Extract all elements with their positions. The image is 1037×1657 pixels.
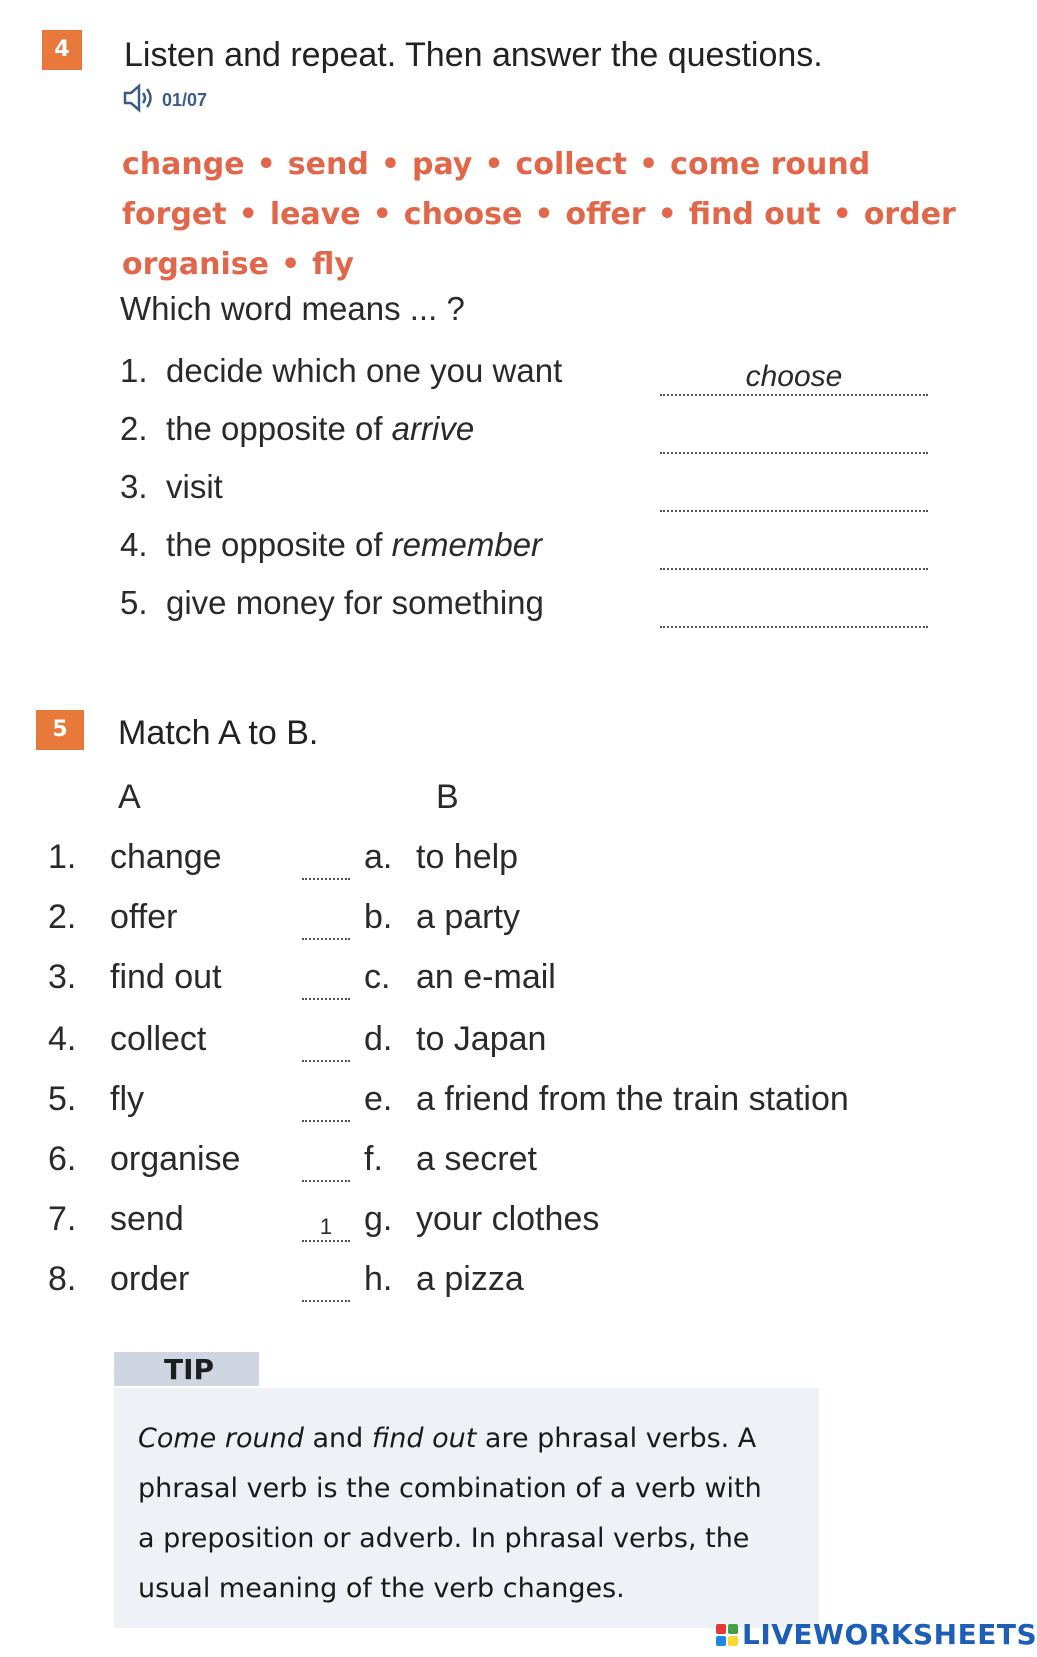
- column-a-word: organise: [110, 1140, 241, 1178]
- word-separator: •: [238, 197, 258, 232]
- exercise-4-number: 4: [42, 30, 82, 70]
- question-number: 3.: [120, 468, 148, 505]
- exercise-4-title: Listen and repeat. Then answer the questions.: [124, 36, 823, 74]
- match-answer-field-3[interactable]: [302, 972, 350, 1000]
- tip-text: and: [303, 1423, 372, 1454]
- tip-label: TIP: [114, 1352, 259, 1386]
- question-4: [120, 526, 930, 576]
- match-answer-field-4[interactable]: [302, 1034, 350, 1062]
- question-5: [120, 584, 930, 634]
- column-b-letter: b.: [364, 898, 393, 936]
- word-separator: •: [280, 247, 301, 282]
- question-text: the opposite of: [166, 410, 392, 447]
- liveworksheets-logo[interactable]: [716, 1618, 1037, 1651]
- row-number: 8.: [48, 1260, 77, 1298]
- row-number: 6.: [48, 1140, 77, 1178]
- column-a-header: A: [118, 778, 141, 816]
- question-2: [120, 410, 930, 460]
- word-separator: •: [534, 197, 554, 232]
- word-separator: •: [638, 147, 659, 182]
- question-text: visit: [166, 468, 223, 505]
- row-number: 4.: [48, 1020, 77, 1058]
- tip-line-4: usual meaning of the verb changes.: [138, 1573, 625, 1604]
- word-list-line: [122, 190, 956, 240]
- match-row-4: [48, 1020, 948, 1070]
- tip-emphasis: find out: [371, 1423, 477, 1454]
- column-a-word: change: [110, 838, 222, 876]
- answer-field-1[interactable]: choose: [660, 362, 928, 396]
- word-separator: •: [256, 147, 276, 182]
- column-b-header: B: [436, 778, 459, 816]
- question-emphasis: remember: [391, 526, 543, 563]
- column-b-phrase: a party: [416, 898, 520, 936]
- column-a-word: offer: [110, 898, 178, 936]
- answer-field-2[interactable]: [660, 420, 928, 454]
- match-row-6: [48, 1140, 948, 1190]
- word-list: [122, 140, 956, 290]
- match-row-5: [48, 1080, 948, 1130]
- word-list-item: forget: [122, 197, 227, 232]
- tip-box: [114, 1388, 819, 1628]
- column-b-phrase: to Japan: [416, 1020, 547, 1058]
- column-b-letter: h.: [364, 1260, 393, 1298]
- audio-track[interactable]: [122, 82, 207, 119]
- exercise-5-title: Match A to B.: [118, 714, 319, 752]
- match-answer-field-7[interactable]: 1: [302, 1214, 350, 1242]
- match-row-7: [48, 1200, 948, 1250]
- tip-emphasis: Come round: [138, 1423, 304, 1454]
- word-list-item: choose: [403, 197, 523, 232]
- question-number: 5.: [120, 584, 148, 621]
- match-row-8: [48, 1260, 948, 1310]
- column-b-letter: a.: [364, 838, 393, 876]
- column-a-word: order: [110, 1260, 190, 1298]
- tip-line-1: [138, 1414, 799, 1464]
- exercise-4-prompt: Which word means ... ?: [120, 290, 465, 327]
- audio-track-code: 01/07: [162, 90, 208, 110]
- question-text: the opposite of: [166, 526, 392, 563]
- word-list-item: find out: [688, 197, 821, 232]
- column-b-letter: f.: [364, 1140, 383, 1178]
- question-number: 1.: [120, 352, 148, 389]
- speaker-icon[interactable]: [122, 82, 158, 119]
- word-list-item: change: [122, 147, 245, 182]
- match-answer-field-5[interactable]: [302, 1094, 350, 1122]
- column-a-word: collect: [110, 1020, 207, 1058]
- column-b-phrase: an e-mail: [416, 958, 556, 996]
- question-number: 4.: [120, 526, 148, 563]
- match-row-2: [48, 898, 948, 948]
- answer-field-3[interactable]: [660, 478, 928, 512]
- exercise-5-number: 5: [36, 710, 84, 750]
- match-row-1: [48, 838, 948, 888]
- row-number: 5.: [48, 1080, 77, 1118]
- word-separator: •: [832, 197, 852, 232]
- word-list-item: pay: [412, 147, 473, 182]
- match-answer-field-1[interactable]: [302, 852, 350, 880]
- word-list-item: offer: [565, 197, 646, 232]
- tip-line-2: phrasal verb is the combination of a verb with: [138, 1473, 762, 1504]
- row-number: 2.: [48, 898, 77, 936]
- answer-field-4[interactable]: [660, 536, 928, 570]
- tip-text: are phrasal verbs. A: [476, 1423, 757, 1454]
- column-b-phrase: a friend from the train station: [416, 1080, 849, 1118]
- column-b-phrase: a pizza: [416, 1260, 524, 1298]
- word-separator: •: [372, 197, 392, 232]
- row-number: 1.: [48, 838, 77, 876]
- liveworksheets-logo-icon: [716, 1624, 738, 1646]
- question-text: give money for something: [166, 584, 544, 621]
- column-b-letter: d.: [364, 1020, 393, 1058]
- question-3: [120, 468, 930, 518]
- liveworksheets-brand: LIVEWORKSHEETS: [742, 1618, 1037, 1651]
- match-row-3: [48, 958, 948, 1008]
- question-1: [120, 352, 930, 402]
- column-b-phrase: a secret: [416, 1140, 537, 1178]
- word-list-item: send: [287, 147, 369, 182]
- column-b-phrase: your clothes: [416, 1200, 600, 1238]
- word-list-item: collect: [515, 147, 627, 182]
- row-number: 3.: [48, 958, 77, 996]
- question-text: decide which one you want: [166, 352, 563, 389]
- word-list-line: [122, 240, 942, 290]
- tip-line-3: a preposition or adverb. In phrasal verbs, the: [138, 1523, 750, 1554]
- column-b-letter: e.: [364, 1080, 393, 1118]
- question-emphasis: arrive: [391, 410, 475, 447]
- word-list-item: fly: [312, 247, 354, 282]
- word-list-item: organise: [122, 247, 269, 282]
- match-answer-field-2[interactable]: [302, 912, 350, 940]
- question-number: 2.: [120, 410, 148, 447]
- word-list-item: come round: [670, 147, 871, 182]
- word-separator: •: [484, 147, 504, 182]
- column-b-letter: c.: [364, 958, 391, 996]
- match-answer-field-8[interactable]: [302, 1274, 350, 1302]
- word-list-line: [122, 140, 942, 190]
- answer-field-5[interactable]: [660, 594, 928, 628]
- word-separator: •: [657, 197, 677, 232]
- match-answer-field-6[interactable]: [302, 1154, 350, 1182]
- column-b-phrase: to help: [416, 838, 519, 876]
- column-a-word: send: [110, 1200, 184, 1238]
- column-a-word: find out: [110, 958, 222, 996]
- column-a-word: fly: [110, 1080, 144, 1118]
- word-list-item: order: [863, 197, 956, 232]
- column-b-letter: g.: [364, 1200, 393, 1238]
- word-separator: •: [380, 147, 400, 182]
- row-number: 7.: [48, 1200, 77, 1238]
- word-list-item: leave: [269, 197, 361, 232]
